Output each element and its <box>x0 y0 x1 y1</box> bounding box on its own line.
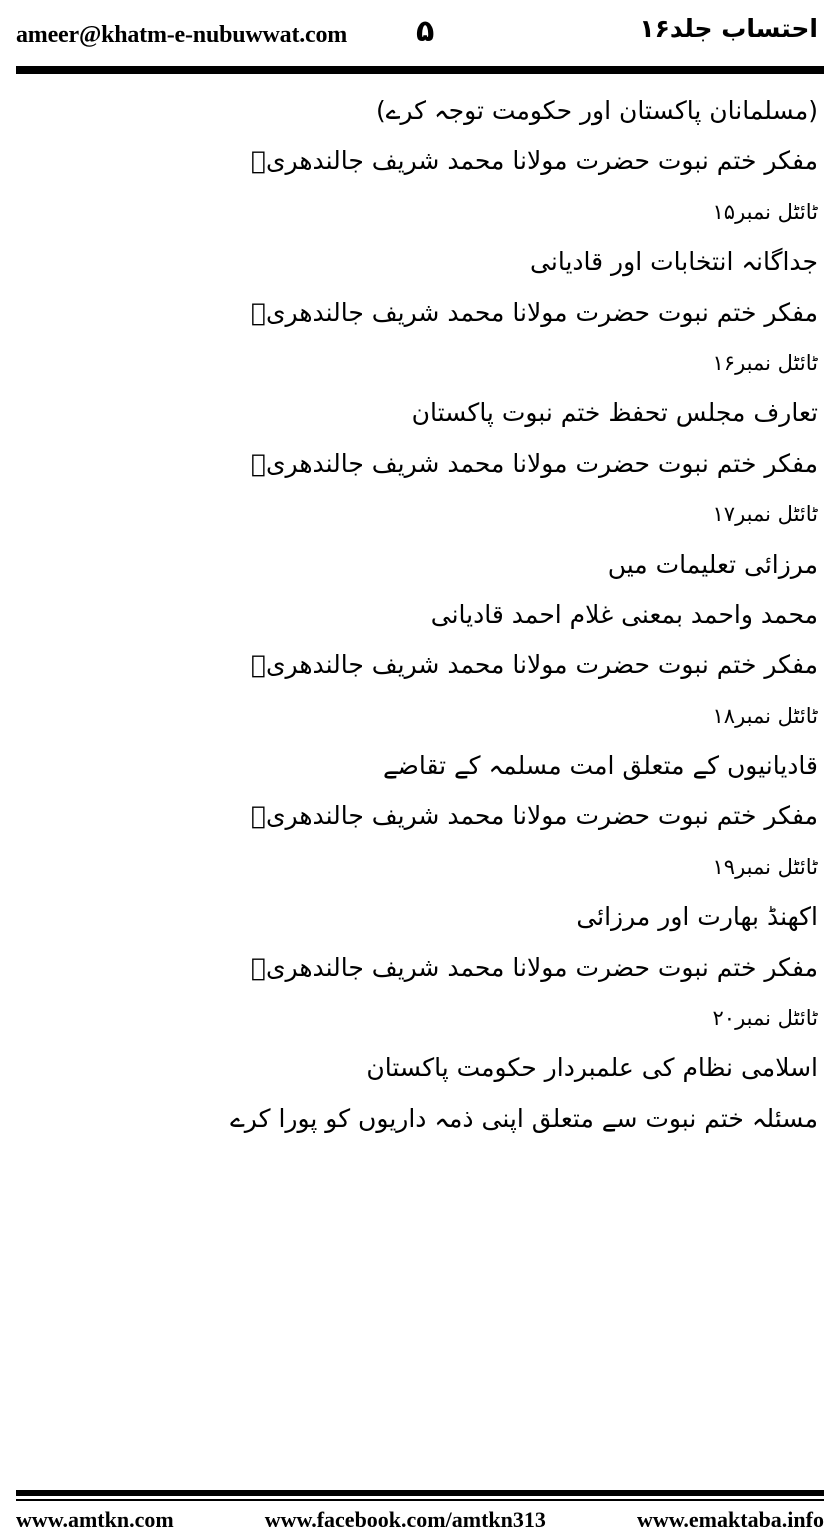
text-line: مفکر ختم نبوت حضرت مولانا محمد شریف جالندھریؒ <box>250 801 818 831</box>
text-line: مفکر ختم نبوت حضرت مولانا محمد شریف جالندھریؒ <box>250 448 818 478</box>
text-line: (مسلمانان پاکستان اور حکومت توجہ کرے) <box>375 96 818 125</box>
text-line: مفکر ختم نبوت حضرت مولانا محمد شریف جالندھریؒ <box>250 146 818 176</box>
text-line: تعارف مجلس تحفظ ختم نبوت پاکستان <box>411 398 818 428</box>
text-line: اسلامی نظام کی علمبردار حکومت پاکستان <box>366 1053 818 1083</box>
text-line: ٹائٹل نمبر۱۸ <box>712 703 818 728</box>
text-line: جداگانہ انتخابات اور قادیانی <box>530 247 818 277</box>
text-line: مرزائی تعلیمات میں <box>607 549 818 579</box>
text-line: ٹائٹل نمبر۱۶ <box>712 350 818 375</box>
text-line: ٹائٹل نمبر۱۷ <box>712 502 818 527</box>
text-line: مفکر ختم نبوت حضرت مولانا محمد شریف جالندھریؒ <box>250 297 818 327</box>
text-line: قادیانیوں کے متعلق امت مسلمہ کے تقاضے <box>382 751 818 781</box>
page-header <box>16 12 824 64</box>
footer-link-emaktaba[interactable]: www.emaktaba.info <box>636 1507 824 1532</box>
header-email[interactable]: ameer@khatm-e-nubuwwat.com <box>16 22 348 48</box>
page-footer <box>16 1507 824 1533</box>
text-line: ٹائٹل نمبر۱۹ <box>712 854 818 879</box>
footer-divider-thick <box>16 1490 824 1496</box>
running-title: احتساب جلد۱۶ <box>639 14 818 43</box>
header-divider <box>16 66 824 74</box>
text-line: مسئلہ ختم نبوت سے متعلق اپنی ذمہ داریوں کو پورا کرے <box>230 1103 818 1133</box>
text-line: مفکر ختم نبوت حضرت مولانا محمد شریف جالندھریؒ <box>250 650 818 680</box>
text-line: ٹائٹل نمبر۱۵ <box>712 199 818 224</box>
text-line: ٹائٹل نمبر۲۰ <box>712 1006 818 1031</box>
footer-link-facebook[interactable]: www.facebook.com/amtkn313 <box>264 1507 546 1532</box>
footer-divider-thin <box>16 1499 824 1501</box>
footer-link-amtkn[interactable]: www.amtkn.com <box>16 1507 174 1532</box>
text-line: مفکر ختم نبوت حضرت مولانا محمد شریف جالندھریؒ <box>250 952 818 982</box>
text-line: اکھنڈ بھارت اور مرزائی <box>576 902 818 932</box>
page-number: ۵ <box>416 14 435 49</box>
text-line: محمد واحمد بمعنی غلام احمد قادیانی <box>430 599 818 629</box>
title-list <box>38 86 818 1144</box>
